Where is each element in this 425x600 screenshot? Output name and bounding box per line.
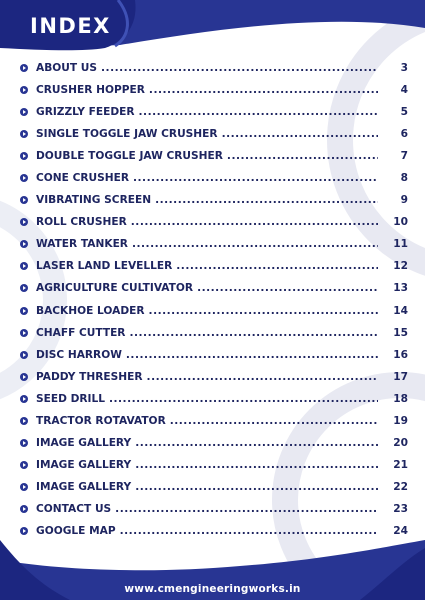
toc-entry[interactable]: [20, 388, 408, 410]
toc-entry-label: GRIZZLY FEEDER: [36, 106, 135, 119]
toc-entry-page-number: 18: [393, 392, 408, 405]
website-url[interactable]: www.cmengineeringworks.in: [124, 583, 301, 595]
toc-entry-page-number: 16: [393, 348, 408, 361]
bullet-arrow-icon: [20, 152, 28, 160]
toc-entry-label: PADDY THRESHER: [36, 370, 143, 383]
toc-entry[interactable]: [20, 454, 408, 476]
toc-entry[interactable]: [20, 211, 408, 233]
toc-entry-page-number: 6: [400, 128, 408, 141]
bullet-arrow-icon: [20, 307, 28, 315]
toc-entry-page-number: 24: [393, 525, 408, 537]
toc-entry-label: BACKHOE LOADER: [36, 304, 145, 317]
toc-entry-page-number: 5: [400, 106, 408, 119]
dot-leader: [131, 216, 378, 228]
bullet-arrow-icon: [20, 505, 28, 513]
bullet-arrow-icon: [20, 351, 28, 359]
toc-entry[interactable]: [20, 432, 408, 454]
dot-leader: [120, 525, 378, 537]
bullet-arrow-icon: [20, 108, 28, 116]
toc-entry-label: SEED DRILL: [36, 392, 105, 405]
toc-entry[interactable]: [20, 498, 408, 520]
toc-entry[interactable]: [20, 189, 408, 211]
dot-leader: [132, 238, 378, 250]
bullet-arrow-icon: [20, 174, 28, 182]
toc-entry-label: CONTACT US: [36, 502, 112, 515]
toc-entry-label: VIBRATING SCREEN: [36, 194, 152, 207]
toc-entry-page-number: 22: [393, 480, 408, 493]
dot-leader: [135, 481, 378, 493]
bullet-arrow-icon: [20, 130, 28, 138]
bullet-arrow-icon: [20, 64, 28, 72]
toc-entry-label: DISC HARROW: [36, 348, 122, 361]
toc-entry-page-number: 20: [393, 436, 408, 449]
dot-leader: [133, 172, 378, 184]
toc-entry-label: IMAGE GALLERY: [36, 480, 132, 493]
toc-entry-label: AGRICULTURE CULTIVATOR: [36, 282, 194, 295]
toc-entry[interactable]: [20, 344, 408, 366]
toc-entry-label: CRUSHER HOPPER: [36, 84, 145, 97]
toc-entry-page-number: 15: [393, 326, 408, 339]
toc-entry[interactable]: [20, 520, 408, 542]
dot-leader: [227, 150, 378, 162]
toc-entry-page-number: 17: [393, 370, 408, 383]
toc-entry-page-number: 4: [400, 84, 408, 97]
toc-entry-page-number: 19: [393, 414, 408, 427]
bullet-arrow-icon: [20, 196, 28, 204]
toc-entry-label: SINGLE TOGGLE JAW CRUSHER: [36, 128, 218, 141]
toc-entry-label: DOUBLE TOGGLE JAW CRUSHER: [36, 150, 223, 163]
toc-entry-label: WATER TANKER: [36, 238, 128, 251]
dot-leader: [126, 349, 378, 361]
toc-entry-page-number: 10: [393, 216, 408, 229]
toc-entry-page-number: 13: [393, 282, 408, 295]
bullet-arrow-icon: [20, 483, 28, 491]
toc-entry-label: CHAFF CUTTER: [36, 326, 126, 339]
page-title: INDEX: [30, 14, 111, 38]
bullet-arrow-icon: [20, 218, 28, 226]
bullet-arrow-icon: [20, 86, 28, 94]
toc-entry-page-number: 23: [393, 502, 408, 515]
toc-entry[interactable]: [20, 145, 408, 167]
toc-entry-page-number: 14: [393, 304, 408, 317]
bullet-arrow-icon: [20, 439, 28, 447]
dot-leader: [129, 327, 378, 339]
toc-entry[interactable]: [20, 322, 408, 344]
toc-entry[interactable]: [20, 300, 408, 322]
dot-leader: [135, 437, 378, 449]
toc-entry[interactable]: [20, 167, 408, 189]
toc-entry[interactable]: [20, 366, 408, 388]
toc-entry-page-number: 21: [393, 458, 408, 471]
toc-entry[interactable]: [20, 79, 408, 101]
dot-leader: [155, 194, 378, 206]
toc-entry-page-number: 8: [400, 172, 408, 185]
bullet-arrow-icon: [20, 262, 28, 270]
dot-leader: [109, 393, 378, 405]
toc-entry[interactable]: [20, 476, 408, 498]
toc-entry-label: IMAGE GALLERY: [36, 458, 132, 471]
dot-leader: [139, 106, 378, 118]
dot-leader: [197, 282, 378, 294]
toc-entry-label: LASER LAND LEVELLER: [36, 260, 173, 273]
toc-entry-label: ABOUT US: [36, 62, 98, 75]
toc-entry-label: IMAGE GALLERY: [36, 436, 132, 449]
toc-entry[interactable]: [20, 277, 408, 299]
dot-leader: [147, 371, 378, 383]
bullet-arrow-icon: [20, 284, 28, 292]
toc-entry-page-number: 3: [400, 62, 408, 75]
dot-leader: [149, 305, 378, 317]
dot-leader: [170, 415, 378, 427]
dot-leader: [135, 459, 378, 471]
toc-entry-label: GOOGLE MAP: [36, 525, 116, 537]
toc-entry[interactable]: [20, 255, 408, 277]
toc-entry-label: CONE CRUSHER: [36, 172, 129, 185]
bullet-arrow-icon: [20, 240, 28, 248]
toc-entry-page-number: 7: [400, 150, 408, 163]
bullet-arrow-icon: [20, 461, 28, 469]
toc-entry[interactable]: [20, 101, 408, 123]
dot-leader: [101, 62, 378, 74]
bullet-arrow-icon: [20, 417, 28, 425]
toc-entry-page-number: 11: [393, 238, 408, 251]
toc-entry[interactable]: [20, 410, 408, 432]
bullet-arrow-icon: [20, 329, 28, 337]
bullet-arrow-icon: [20, 373, 28, 381]
bullet-arrow-icon: [20, 527, 28, 535]
bullet-arrow-icon: [20, 395, 28, 403]
toc-entry[interactable]: [20, 233, 408, 255]
dot-leader: [176, 260, 378, 272]
dot-leader: [115, 503, 378, 515]
toc-entry[interactable]: [20, 57, 408, 79]
toc-entry[interactable]: [20, 123, 408, 145]
toc-entry-label: ROLL CRUSHER: [36, 216, 127, 229]
dot-leader: [222, 128, 378, 140]
toc-entry-label: TRACTOR ROTAVATOR: [36, 414, 166, 427]
toc-entry-page-number: 9: [400, 194, 408, 207]
dot-leader: [149, 84, 378, 96]
toc-entry-page-number: 12: [393, 260, 408, 273]
table-of-contents: [20, 57, 408, 542]
